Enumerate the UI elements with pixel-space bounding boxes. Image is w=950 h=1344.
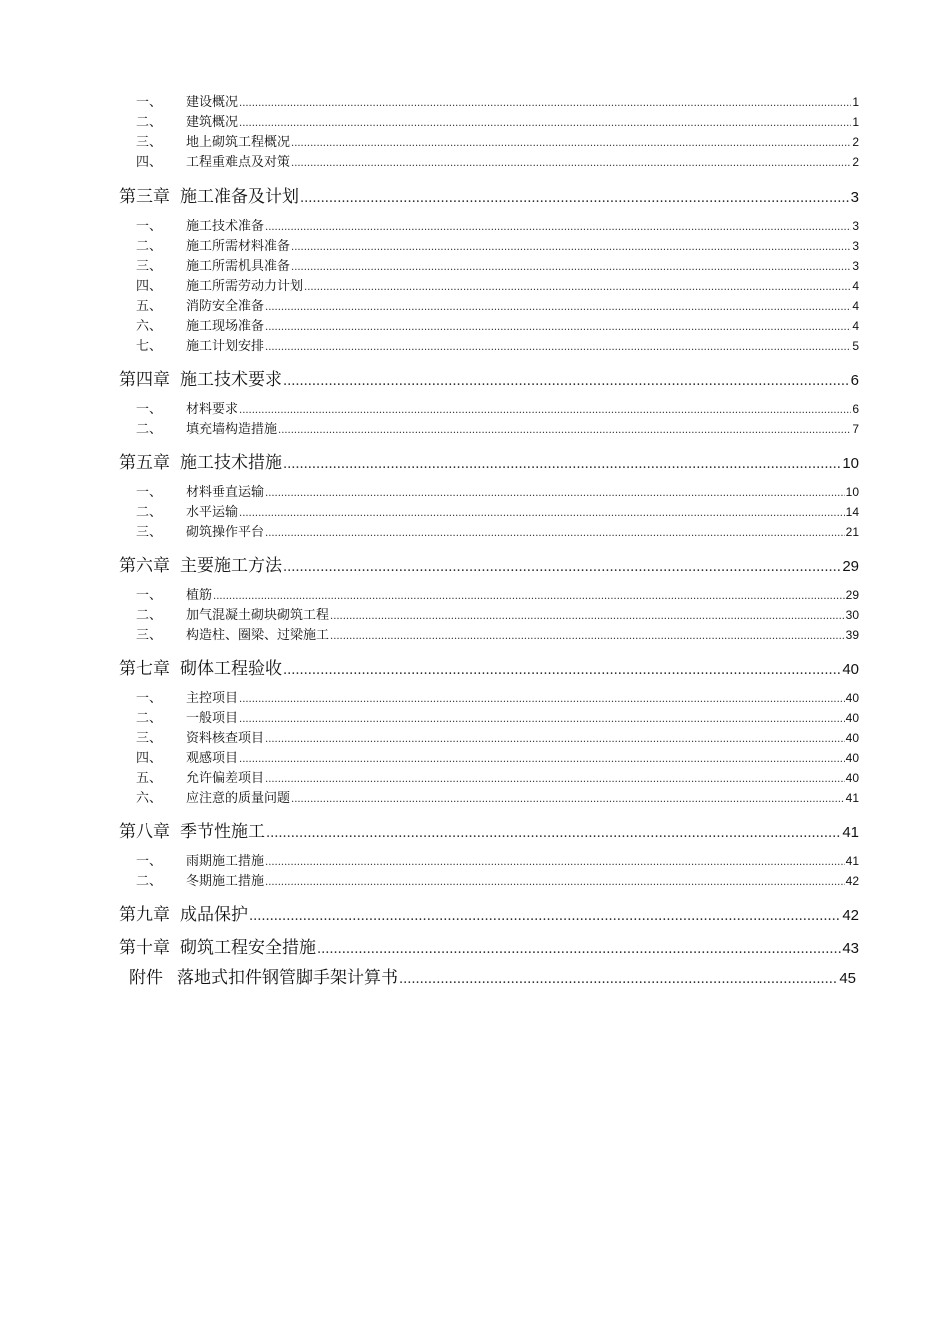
toc-entry-number: 第六章 <box>119 556 170 576</box>
dot-leader <box>239 118 851 129</box>
toc-entry-number: 四、 <box>136 155 163 170</box>
toc-section-entry[interactable] <box>136 111 859 131</box>
toc-entry-page-number: 1 <box>852 115 859 129</box>
toc-entry-title: 落地式扣件钢管脚手架计算书 <box>177 968 398 988</box>
toc-entry-title: 季节性施工 <box>180 822 265 842</box>
toc-entry-page-number: 7 <box>852 422 859 436</box>
toc-entry-number: 一、 <box>136 485 163 500</box>
dot-leader <box>266 826 841 841</box>
toc-entry-page-number: 4 <box>852 279 859 293</box>
toc-entry-page-number: 40 <box>845 771 859 785</box>
toc-section-entry[interactable] <box>136 275 859 295</box>
toc-entry-title: 施工现场准备 <box>186 319 265 334</box>
toc-section-entry[interactable] <box>136 787 859 807</box>
toc-entry-title: 植筋 <box>186 588 213 603</box>
toc-chapter-entry[interactable] <box>119 182 859 206</box>
toc-entry-page-number: 30 <box>845 608 859 622</box>
toc-entry-number: 三、 <box>136 628 163 643</box>
toc-section-entry[interactable] <box>136 870 859 890</box>
dot-leader <box>317 942 841 957</box>
dot-leader <box>265 877 845 888</box>
toc-entry-page-number: 3 <box>850 189 859 206</box>
toc-entry-title: 施工所需机具准备 <box>186 259 291 274</box>
toc-entry-page-number: 40 <box>845 691 859 705</box>
toc-entry-page-number: 45 <box>839 970 856 987</box>
toc-entry-title: 允许偏差项目 <box>186 771 265 786</box>
toc-entry-number: 三、 <box>136 135 163 150</box>
toc-entry-page-number: 41 <box>842 824 859 841</box>
toc-entry-page-number: 1 <box>852 95 859 109</box>
dot-leader <box>265 528 845 539</box>
toc-entry-title: 砌筑操作平台 <box>186 525 265 540</box>
toc-entry-page-number: 29 <box>845 588 859 602</box>
toc-chapter-entry[interactable] <box>119 448 859 472</box>
toc-entry-title: 施工所需劳动力计划 <box>186 279 304 294</box>
toc-entry-title: 加气混凝土砌块砌筑工程 <box>186 608 330 623</box>
dot-leader <box>291 262 851 273</box>
toc-entry-number: 三、 <box>136 259 163 274</box>
toc-entry-page-number: 2 <box>852 155 859 169</box>
toc-entry-page-number: 40 <box>845 751 859 765</box>
dot-leader <box>239 405 851 416</box>
dot-leader <box>283 663 841 678</box>
toc-section-entry[interactable] <box>136 481 859 501</box>
toc-entry-page-number: 39 <box>845 628 859 642</box>
toc-entry-title: 砌体工程验收 <box>180 659 282 679</box>
dot-leader <box>265 488 845 499</box>
dot-leader <box>283 457 841 472</box>
toc-section-entry[interactable] <box>136 335 859 355</box>
toc-entry-title: 工程重难点及对策 <box>186 155 291 170</box>
dot-leader <box>239 508 845 519</box>
toc-entry-number: 四、 <box>136 279 163 294</box>
toc-entry-title: 地上砌筑工程概况 <box>186 135 291 150</box>
dot-leader <box>300 191 850 206</box>
toc-chapter-entry[interactable] <box>119 365 859 389</box>
toc-section-entry[interactable] <box>136 521 859 541</box>
dot-leader <box>239 98 851 109</box>
dot-leader <box>265 734 845 745</box>
toc-entry-title: 资料核查项目 <box>186 731 265 746</box>
toc-entry-number: 一、 <box>136 854 163 869</box>
toc-entry-number: 第十章 <box>119 938 170 958</box>
toc-entry-page-number: 40 <box>845 711 859 725</box>
toc-entry-page-number: 4 <box>852 299 859 313</box>
toc-section-entry[interactable] <box>136 131 859 151</box>
toc-section-entry[interactable] <box>136 687 859 707</box>
toc-entry-page-number: 6 <box>852 402 859 416</box>
toc-entry-title: 施工技术措施 <box>180 453 282 473</box>
toc-entry-page-number: 43 <box>842 940 859 957</box>
toc-entry-number: 一、 <box>136 588 163 603</box>
toc-section-entry[interactable] <box>136 727 859 747</box>
toc-entry-number: 一、 <box>136 691 163 706</box>
toc-chapter-entry[interactable] <box>119 654 859 678</box>
toc-entry-number: 五、 <box>136 771 163 786</box>
toc-entry-number: 五、 <box>136 299 163 314</box>
toc-entry-number: 第八章 <box>119 822 170 842</box>
toc-entry-number: 三、 <box>136 525 163 540</box>
toc-entry-title: 施工技术要求 <box>180 370 282 390</box>
toc-section-entry[interactable] <box>136 850 859 870</box>
toc-entry-page-number: 42 <box>845 874 859 888</box>
dot-leader <box>291 158 851 169</box>
dot-leader <box>239 754 845 765</box>
toc-entry-title: 材料垂直运输 <box>186 485 265 500</box>
toc-entry-title: 水平运输 <box>186 505 239 520</box>
toc-entry-title: 填充墙构造措施 <box>186 422 278 437</box>
toc-entry-page-number: 21 <box>845 525 859 539</box>
toc-entry-title: 构造柱、圈梁、过梁施工 <box>186 628 330 643</box>
dot-leader <box>291 794 845 805</box>
toc-entry-number: 二、 <box>136 239 163 254</box>
toc-section-entry[interactable] <box>136 747 859 767</box>
toc-entry-number: 三、 <box>136 731 163 746</box>
toc-entry-number: 第三章 <box>119 187 170 207</box>
toc-entry-title: 材料要求 <box>186 402 239 417</box>
toc-chapter-entry[interactable] <box>119 817 859 841</box>
toc-entry-number: 四、 <box>136 751 163 766</box>
dot-leader <box>239 714 845 725</box>
dot-leader <box>265 222 851 233</box>
toc-entry-title: 观感项目 <box>186 751 239 766</box>
dot-leader <box>330 611 845 622</box>
toc-entry-number: 附件 <box>129 968 163 988</box>
toc-section-entry[interactable] <box>136 91 859 111</box>
toc-appendix-entry[interactable] <box>129 963 856 987</box>
dot-leader <box>213 591 845 602</box>
toc-entry-title: 砌筑工程安全措施 <box>180 938 316 958</box>
dot-leader <box>291 138 851 149</box>
toc-entry-page-number: 4 <box>852 319 859 333</box>
dot-leader <box>239 694 845 705</box>
toc-entry-number: 一、 <box>136 219 163 234</box>
toc-section-entry[interactable] <box>136 584 859 604</box>
toc-entry-number: 二、 <box>136 115 163 130</box>
toc-entry-number: 第五章 <box>119 453 170 473</box>
dot-leader <box>291 242 851 253</box>
toc-entry-page-number: 29 <box>842 558 859 575</box>
toc-entry-page-number: 10 <box>842 455 859 472</box>
toc-chapter-entry[interactable] <box>119 933 859 957</box>
toc-section-entry[interactable] <box>136 707 859 727</box>
toc-chapter-entry[interactable] <box>119 900 859 924</box>
dot-leader <box>265 342 851 353</box>
toc-entry-title: 施工准备及计划 <box>180 187 299 207</box>
toc-section-entry[interactable] <box>136 418 859 438</box>
dot-leader <box>249 909 841 924</box>
toc-entry-number: 六、 <box>136 791 163 806</box>
toc-entry-page-number: 14 <box>845 505 859 519</box>
toc-entry-title: 成品保护 <box>180 905 248 925</box>
toc-entry-page-number: 3 <box>852 239 859 253</box>
toc-entry-title: 冬期施工措施 <box>186 874 265 889</box>
dot-leader <box>265 302 851 313</box>
toc-section-entry[interactable] <box>136 767 859 787</box>
toc-entry-number: 二、 <box>136 874 163 889</box>
dot-leader <box>265 857 845 868</box>
toc-entry-title: 应注意的质量问题 <box>186 791 291 806</box>
toc-entry-title: 建设概况 <box>186 95 239 110</box>
toc-entry-page-number: 6 <box>850 372 859 389</box>
toc-entry-title: 施工计划安排 <box>186 339 265 354</box>
toc-entry-page-number: 40 <box>845 731 859 745</box>
toc-section-entry[interactable] <box>136 255 859 275</box>
dot-leader <box>330 631 845 642</box>
toc-section-entry[interactable] <box>136 295 859 315</box>
dot-leader <box>283 560 841 575</box>
toc-entry-number: 第七章 <box>119 659 170 679</box>
toc-entry-page-number: 3 <box>852 259 859 273</box>
dot-leader <box>278 425 851 436</box>
dot-leader <box>265 322 851 333</box>
toc-section-entry[interactable] <box>136 398 859 418</box>
toc-entry-title: 主要施工方法 <box>180 556 282 576</box>
dot-leader <box>283 374 850 389</box>
toc-entry-page-number: 2 <box>852 135 859 149</box>
dot-leader <box>399 972 838 987</box>
toc-entry-number: 一、 <box>136 95 163 110</box>
toc-entry-title: 施工技术准备 <box>186 219 265 234</box>
toc-entry-number: 第九章 <box>119 905 170 925</box>
toc-chapter-entry[interactable] <box>119 551 859 575</box>
toc-entry-title: 消防安全准备 <box>186 299 265 314</box>
toc-entry-number: 二、 <box>136 422 163 437</box>
toc-entry-number: 二、 <box>136 505 163 520</box>
toc-entry-page-number: 40 <box>842 661 859 678</box>
toc-entry-page-number: 3 <box>852 219 859 233</box>
toc-entry-page-number: 5 <box>852 339 859 353</box>
toc-section-entry[interactable] <box>136 151 859 171</box>
toc-entry-title: 施工所需材料准备 <box>186 239 291 254</box>
toc-entry-title: 雨期施工措施 <box>186 854 265 869</box>
toc-entry-page-number: 10 <box>845 485 859 499</box>
dot-leader <box>304 282 851 293</box>
toc-section-entry[interactable] <box>136 501 859 521</box>
toc-entry-page-number: 41 <box>845 854 859 868</box>
toc-entry-number: 第四章 <box>119 370 170 390</box>
toc-entry-number: 二、 <box>136 608 163 623</box>
toc-entry-number: 六、 <box>136 319 163 334</box>
toc-section-entry[interactable] <box>136 604 859 624</box>
toc-entry-page-number: 41 <box>845 791 859 805</box>
toc-entry-number: 七、 <box>136 339 163 354</box>
toc-entry-title: 主控项目 <box>186 691 239 706</box>
toc-section-entry[interactable] <box>136 624 859 644</box>
dot-leader <box>265 774 845 785</box>
toc-section-entry[interactable] <box>136 215 859 235</box>
toc-entry-number: 二、 <box>136 711 163 726</box>
toc-section-entry[interactable] <box>136 235 859 255</box>
toc-entry-number: 一、 <box>136 402 163 417</box>
toc-entry-page-number: 42 <box>842 907 859 924</box>
toc-section-entry[interactable] <box>136 315 859 335</box>
toc-entry-title: 建筑概况 <box>186 115 239 130</box>
toc-entry-title: 一般项目 <box>186 711 239 726</box>
